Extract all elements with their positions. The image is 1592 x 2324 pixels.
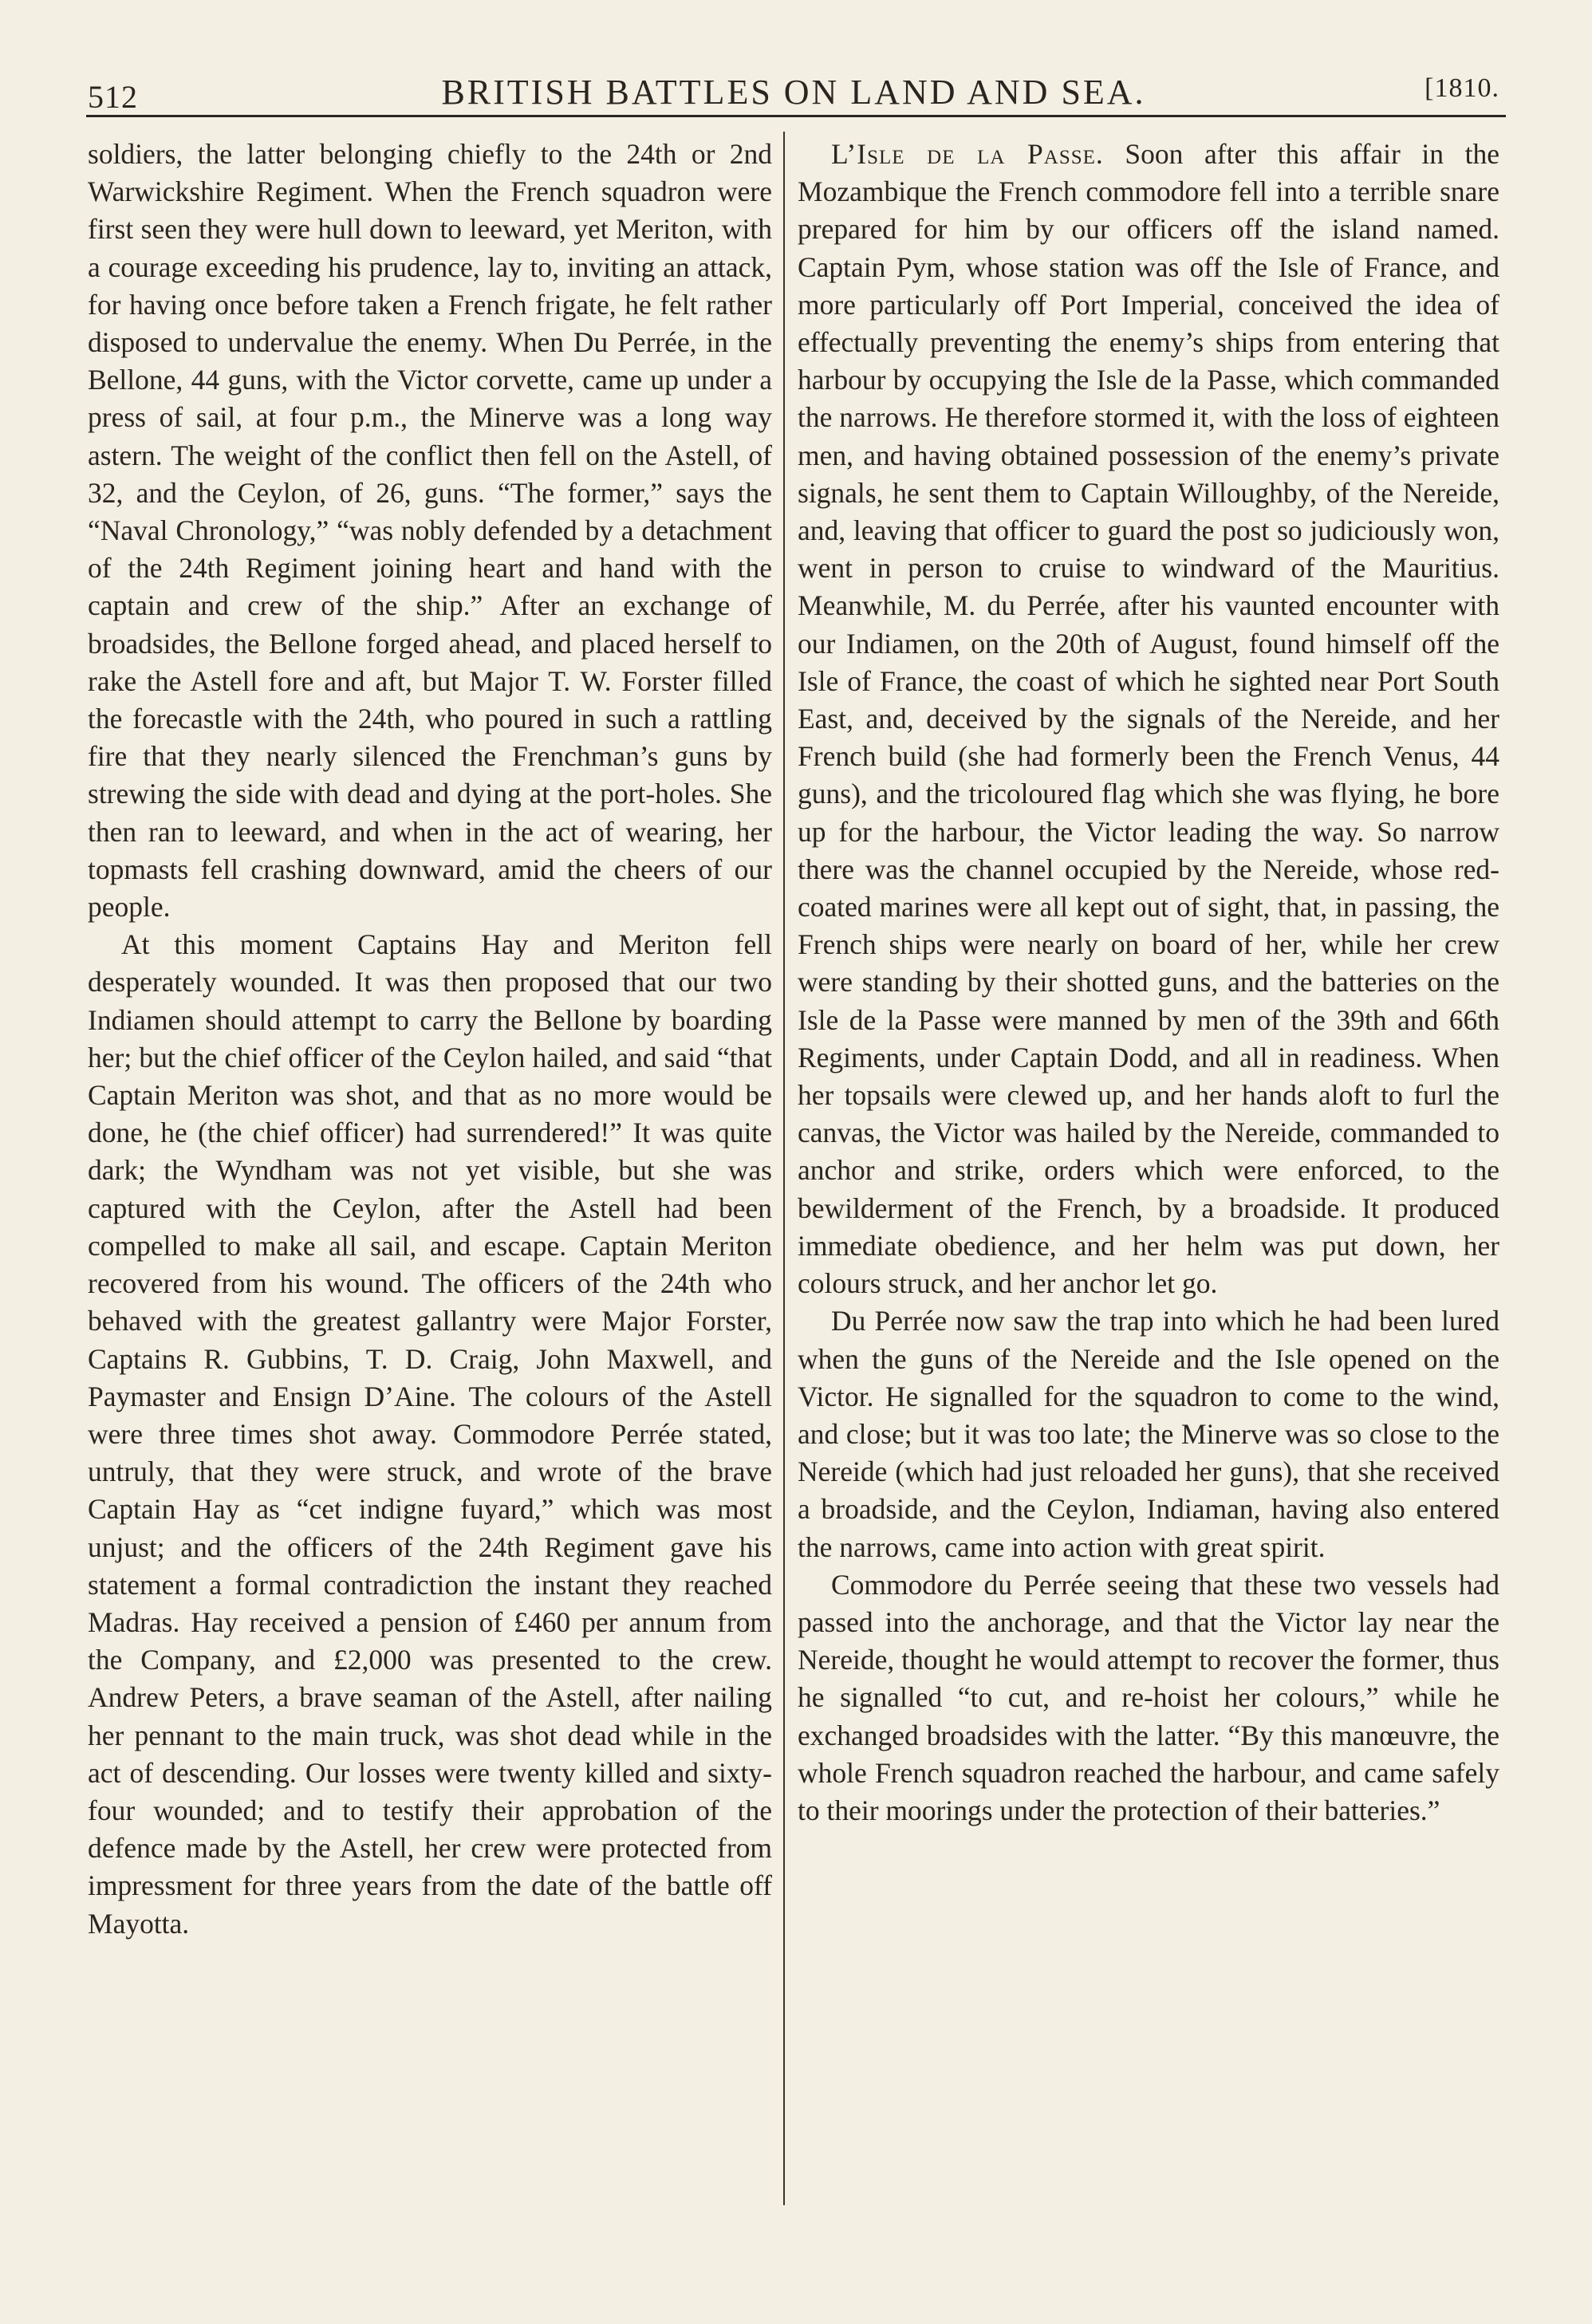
header-year: [1810.: [1425, 73, 1499, 103]
running-title: BRITISH BATTLES ON LAND AND SEA.: [441, 73, 1146, 112]
column-divider: [783, 132, 785, 2205]
right-paragraph-1-text: Soon after this affair in the Mozambique the French commodore fell into a terrible snare prepared for him by our officers off the island named. Captain Pym, whose station was off the Isle of France, and more particularly off Port Imperial, conceived the idea of effectually preventing the enemy’s ships from entering that harbour by occupying the Isle de la Passe, which commanded the narrows. He therefore stormed it, with the loss of eighteen men, and having obtained possession of the enemy’s private signals, he sent them to Captain Willoughby, of the Nereide, and, leaving that officer to guard the post so judiciously won, went in person to cruise to windward of the Mauritius. Meanwhile, M. du Perrée, after his vaunted encounter with our Indiamen, on the 20th of August, found himself off the Isle of France, the coast of which he sighted near Port South East, and, deceived by the signals of the Nereide, and her French build (she had formerly been the French Venus, 44 guns), and the tricoloured flag which she was flying, he bore up for the harbour, the Victor leading the way. So narrow there was the channel occupied by the Nereide, whose red-coated marines were all kept out of sight, that, in passing, the French ships were nearly on board of her, while her crew were standing by their shotted guns, and the batteries on the Isle de la Passe were manned by men of the 39th and 66th Regiments, under Captain Dodd, and all in readiness. When her topsails were clewed up, and her hands aloft to furl the canvas, the Victor was hailed by the Nereide, commanded to anchor and strike, orders which were enforced, to the bewilderment of the French, by a broadside. It produced immediate obedience, and her helm was put down, her colours struck, and her anchor let go.: [798, 138, 1499, 1300]
right-column: [798, 136, 1499, 1830]
section-heading: L’Isle de la Passe.: [831, 138, 1104, 170]
left-column: [88, 136, 772, 1943]
right-paragraph-2: Du Perrée now saw the trap into which he had been lured when the guns of the Nereide and the Isle opened on the Victor. He signalled for the squadron to come to the wind, and close; but it was too late; the Minerve was so close to the Nereide (which had just reloaded her guns), that she received a broadside, and the Ceylon, Indiaman, having also entered the narrows, came into action with great spirit.: [798, 1305, 1499, 1563]
page-number: 512: [88, 79, 138, 115]
left-paragraph-1: soldiers, the latter belonging chiefly to the 24th or 2nd Warwickshire Regiment. When the French squadron were first seen they were hull down to leeward, yet Meriton, with a courage exceeding his prudence, lay to, inviting an attack, for having once before taken a French frigate, he felt rather disposed to undervalue the enemy. When Du Perrée, in the Bellone, 44 guns, with the Victor corvette, came up under a press of sail, at four p.m., the Minerve was a long way astern. The weight of the conflict then fell on the Astell, of 32, and the Ceylon, of 26, guns. “The former,” says the “Naval Chronology,” “was nobly defended by a detachment of the 24th Regiment joining heart and hand with the captain and crew of the ship.” After an exchange of broadsides, the Bellone forged ahead, and placed herself to rake the Astell fore and aft, but Major T. W. Forster filled the forecastle with the 24th, who poured in such a rattling fire that they nearly silenced the Frenchman’s guns by strewing the side with dead and dying at the port-holes. She then ran to leeward, and when in the act of wearing, her topmasts fell crashing downward, amid the cheers of our people.: [88, 138, 772, 924]
header-rule: [86, 115, 1506, 117]
right-paragraph-1: [798, 136, 1499, 1302]
left-paragraph-2: At this moment Captains Hay and Meriton fell desperately wounded. It was then proposed that our two Indiamen should attempt to carry the Bellone by boarding her; but the chief officer of the Ceylon hailed, and said “that Captain Meriton was shot, and that as no more would be done, he (the chief officer) had surrendered!” It was quite dark; the Wyndham was not yet visible, but she was captured with the Ceylon, after the Astell had been compelled to make all sail, and escape. Captain Meriton recovered from his wound. The officers of the 24th who behaved with the greatest gallantry were Major Forster, Captains R. Gubbins, T. D. Craig, John Maxwell, and Paymaster and Ensign D’Aine. The colours of the Astell were three times shot away. Commodore Perrée stated, untruly, that they were struck, and wrote of the brave Captain Hay as “cet indigne fuyard,” which was most unjust; and the officers of the 24th Regiment gave his statement a formal contradiction the instant they reached Madras. Hay received a pension of £460 per annum from the Company, and £2,000 was presented to the crew. Andrew Peters, a brave seaman of the Astell, after nailing her pennant to the main truck, was shot dead while in the act of descending. Our losses were twenty killed and sixty-four wounded; and to testify their approbation of the defence made by the Astell, her crew were protected from impressment for three years from the date of the battle off Mayotta.: [88, 928, 772, 1940]
right-paragraph-3: Commodore du Perrée seeing that these two vessels had passed into the anchorage, and that the Victor lay near the Nereide, thought he would attempt to recover the former, thus he signalled “to cut, and re-hoist her colours,” while he exchanged broadsides with the latter. “By this manœuvre, the whole French squadron reached the harbour, and came safely to their moorings under the protection of their batteries.”: [798, 1568, 1499, 1826]
running-header: [88, 67, 1499, 115]
